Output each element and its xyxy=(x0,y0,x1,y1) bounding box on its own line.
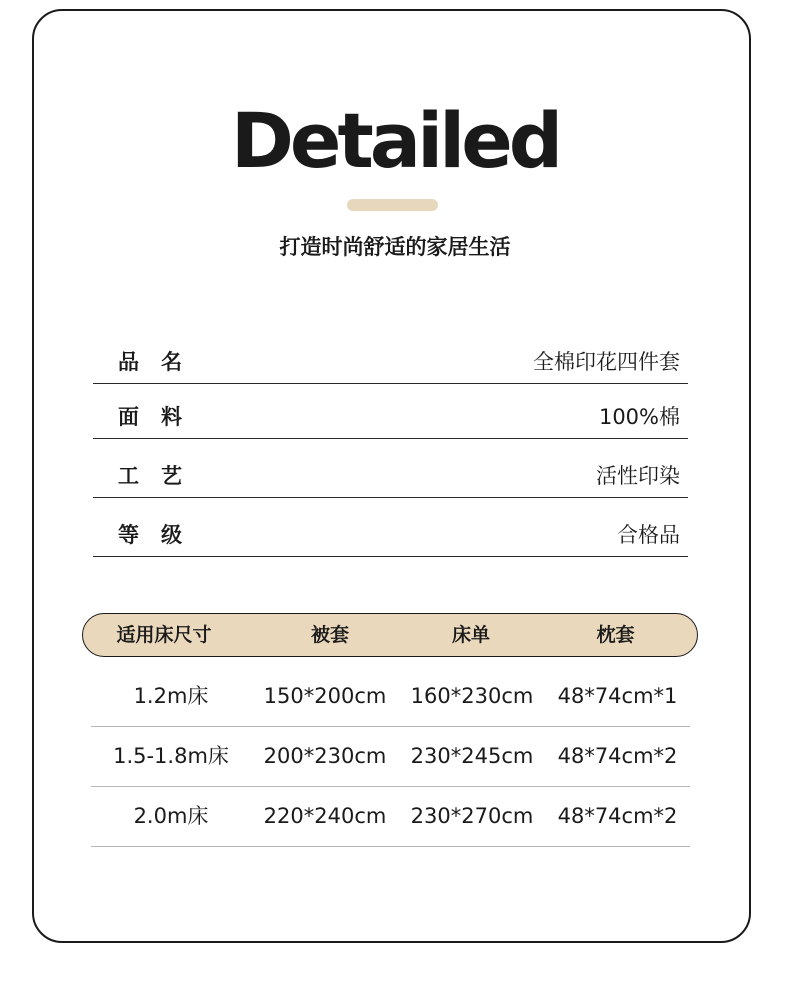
page-subtitle: 打造时尚舒适的家居生活 xyxy=(279,235,511,259)
cell-bed-sheet: 230*245cm xyxy=(410,744,534,768)
cell-pillowcase: 48*74cm*1 xyxy=(557,684,678,708)
cell-bed-size: 1.2m床 xyxy=(133,684,209,708)
spec-value: 全棉印花四件套 xyxy=(533,350,680,374)
spec-label: 品名 xyxy=(118,350,204,374)
header-pillowcase: 枕套 xyxy=(596,624,635,646)
spec-label: 面料 xyxy=(118,405,204,429)
cell-duvet-cover: 220*240cm xyxy=(263,804,387,828)
table-row xyxy=(91,667,690,727)
spec-value: 合格品 xyxy=(617,523,680,547)
cell-duvet-cover: 150*200cm xyxy=(263,684,387,708)
spec-row-product-name xyxy=(93,344,688,384)
spec-value: 100%棉 xyxy=(598,405,680,429)
cell-pillowcase: 48*74cm*2 xyxy=(557,744,678,768)
spec-label: 等级 xyxy=(118,523,204,547)
cell-pillowcase: 48*74cm*2 xyxy=(557,804,678,828)
size-table-header xyxy=(82,613,698,657)
cell-bed-size: 2.0m床 xyxy=(133,804,209,828)
header-duvet-cover: 被套 xyxy=(310,624,349,646)
spec-row-fabric xyxy=(93,384,688,439)
spec-row-craft xyxy=(93,439,688,498)
table-row xyxy=(91,787,690,847)
cell-duvet-cover: 200*230cm xyxy=(263,744,387,768)
header-bed-size: 适用床尺寸 xyxy=(116,624,212,646)
spec-row-grade xyxy=(93,498,688,557)
cell-bed-sheet: 230*270cm xyxy=(410,804,534,828)
accent-divider xyxy=(347,199,438,211)
page-title: Detailed xyxy=(230,96,560,185)
spec-value: 活性印染 xyxy=(596,464,680,488)
cell-bed-size: 1.5-1.8m床 xyxy=(113,744,229,768)
spec-label: 工艺 xyxy=(118,464,204,488)
header-bed-sheet: 床单 xyxy=(451,624,490,646)
cell-bed-sheet: 160*230cm xyxy=(410,684,534,708)
table-row xyxy=(91,727,690,787)
